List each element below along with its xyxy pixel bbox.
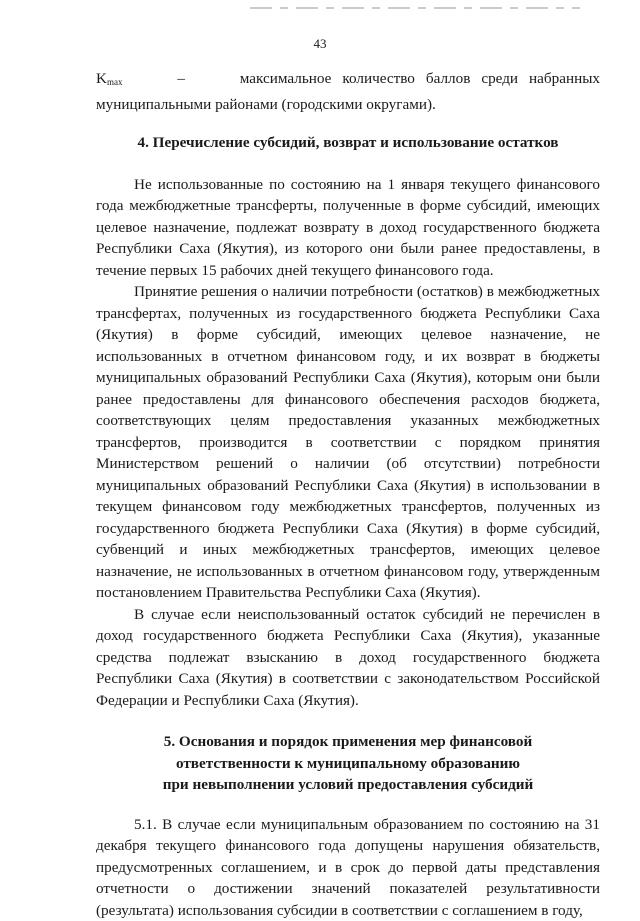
section-5-paragraph-1: 5.1. В случае если муниципальным образованием по состоянию на 31 декабря текущего финансового года допущены нарушения обязательств, предусмотренных соглашением, и в срок до первой даты представления отчетности о достижении значений показателей результативности (результата) использования субсидии в соответствии с соглашением в году, bbox=[96, 814, 600, 921]
kmax-definition-text: максимальное количество баллов среди набранных bbox=[240, 70, 600, 87]
section-4-heading: 4. Перечисление субсидий, возврат и использование остатков bbox=[96, 132, 600, 154]
page-number: 43 bbox=[0, 36, 640, 52]
scan-artifact-line bbox=[250, 7, 580, 9]
kmax-definition-continuation: муниципальными районами (городскими округами). bbox=[96, 94, 600, 116]
section-5-heading-line-2: ответственности к муниципальному образованию bbox=[96, 753, 600, 775]
section-5-heading-line-1: 5. Основания и порядок применения мер финансовой bbox=[96, 731, 600, 753]
document-body bbox=[96, 68, 600, 921]
section-5-heading-line-3: при невыполнении условий предоставления субсидий bbox=[96, 774, 600, 796]
kmax-definition bbox=[96, 68, 600, 94]
section-4-paragraph-2: Принятие решения о наличии потребности (остатков) в межбюджетных трансфертах, полученных из государственного бюджета Республики Саха (Якутия) в форме субсидий, имеющих целевое назначение, не использованных в отчетном финансовом году, и их возврат в бюджеты муниципальных образований Республики Саха (Якутия), которым они были ранее предоставлены для финансового обеспечения расходов бюджета, соответствующих целям предоставления указанных межбюджетных трансфертов, производится в соответствии с порядком принятия Министерством решений о наличии (об отсутствии) потребности муниципальных образований Республики Саха (Якутия) в использовании в текущем финансовом году межбюджетных трансфертов, полученных из государственного бюджета Республики Саха (Якутия) в форме субсидий, субвенций и иных межбюджетных трансфертов, имеющих целевое назначение, не использованных в отчетном финансовом году, утвержденным постановлением Правительства Республики Саха (Якутия). bbox=[96, 281, 600, 604]
kmax-symbol: $K_{max}$ bbox=[96, 70, 122, 87]
kmax-dash: – bbox=[177, 70, 185, 87]
section-5-heading bbox=[96, 731, 600, 796]
section-4-paragraph-3: В случае если неиспользованный остаток субсидий не перечислен в доход государственного бюджета Республики Саха (Якутия), указанные средства подлежат взысканию в доход государственного бюджета Республики Саха (Якутия) в соответствии с законодательством Российской Федерации и Республики Саха (Якутия). bbox=[96, 604, 600, 712]
section-4-paragraph-1: Не использованные по состоянию на 1 января текущего финансового года межбюджетные трансферты, полученные в форме субсидий, имеющих целевое назначение, подлежат возврату в доход государственного бюджета Республики Саха (Якутия), из которого они были ранее предоставлены, в течение первых 15 рабочих дней текущего финансового года. bbox=[96, 174, 600, 282]
